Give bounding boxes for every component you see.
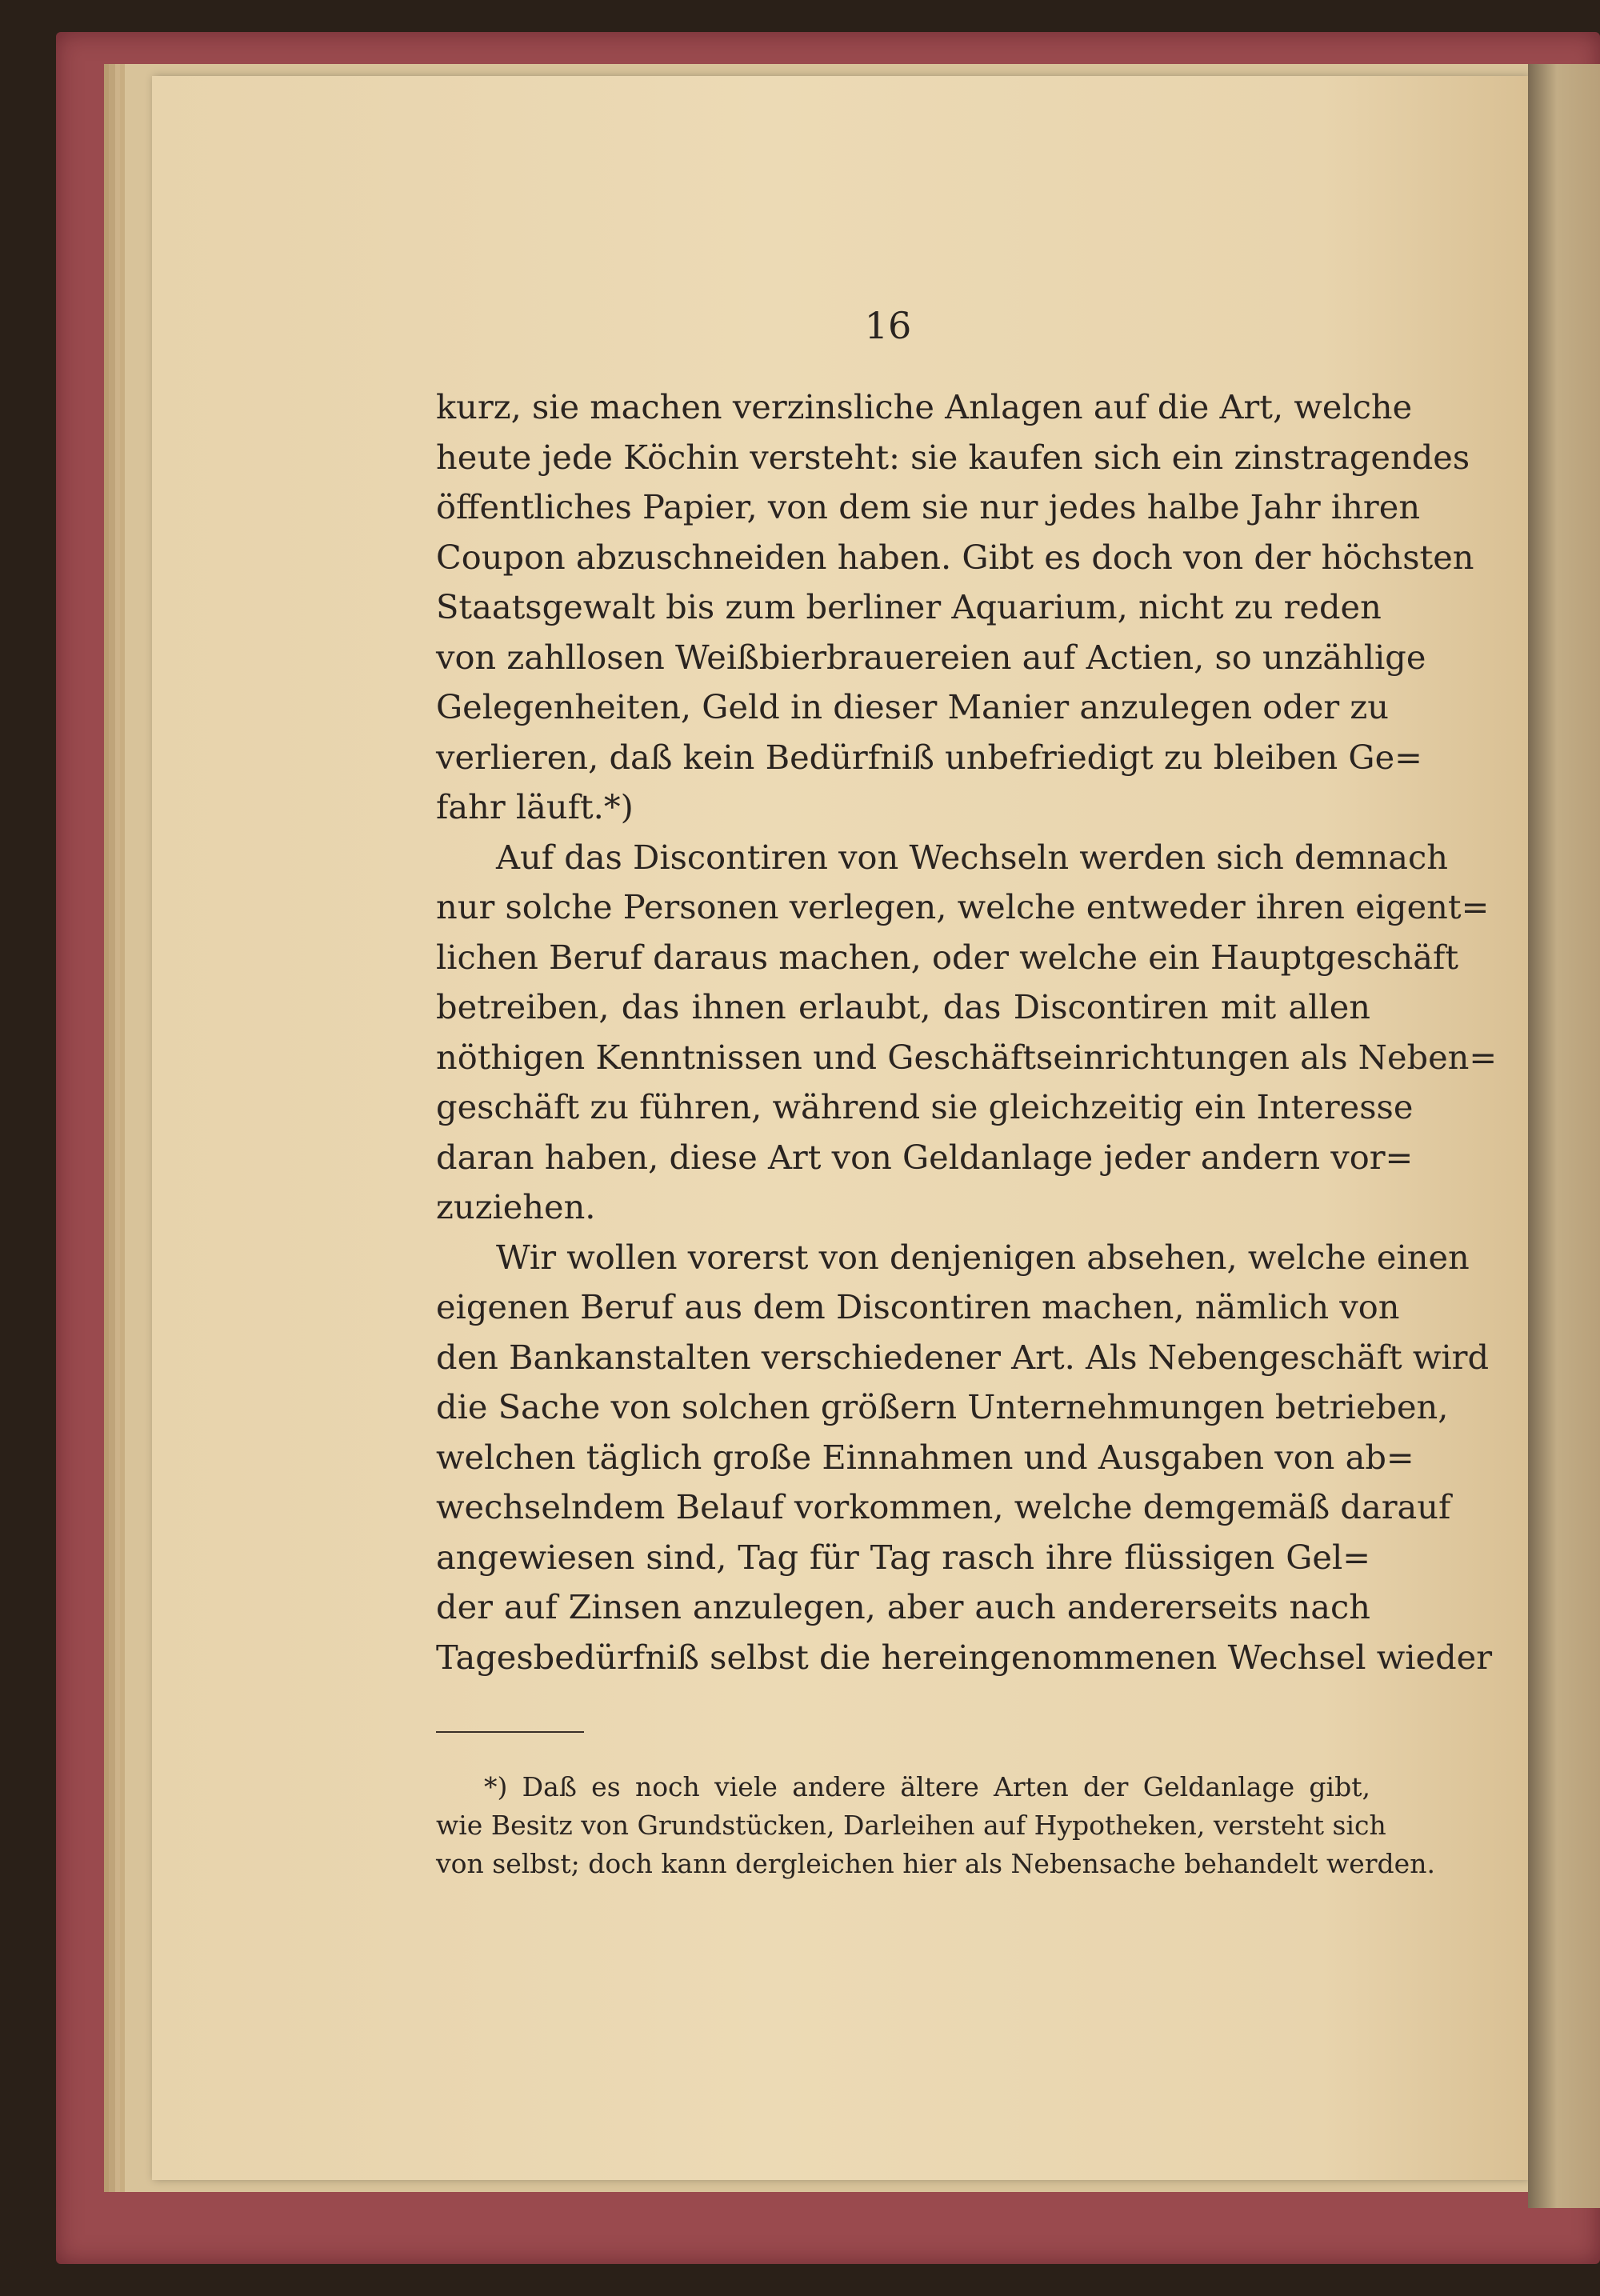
text-line: lichen Beruf daraus machen, oder welche ein Hauptgeschäft	[436, 937, 1459, 977]
text-line: Tagesbedürfniß selbst die hereingenommenen Wechsel wieder	[436, 1637, 1493, 1677]
text-line: betreiben, das ihnen erlaubt, das Discontiren mit allen	[436, 987, 1370, 1026]
page-number: 16	[864, 304, 912, 347]
text-line: Staatsgewalt bis zum berliner Aquarium, nicht zu reden	[436, 587, 1382, 626]
text-line: Wir wollen vorerst von denjenigen absehen, welche einen	[496, 1237, 1470, 1277]
text-line: heute jede Köchin versteht: sie kaufen sich ein zinstragendes	[436, 437, 1470, 477]
footnote-line: wie Besitz von Grundstücken, Darleihen auf Hypotheken, versteht sich	[436, 1810, 1386, 1841]
footnote-line: von selbst; doch kann dergleichen hier als Nebensache behandelt werden.	[436, 1848, 1435, 1879]
text-line: Auf das Discontiren von Wechseln werden sich demnach	[496, 837, 1448, 877]
text-line: öffentliches Papier, von dem sie nur jedes halbe Jahr ihren	[436, 487, 1421, 526]
text-line: verlieren, daß kein Bedürfniß unbefriedigt zu bleiben Ge=	[436, 737, 1422, 777]
text-line: von zahllosen Weißbierbrauereien auf Actien, so unzählige	[436, 637, 1426, 677]
text-line: nöthigen Kenntnissen und Geschäftseinrichtungen als Neben=	[436, 1037, 1498, 1077]
text-line: kurz, sie machen verzinsliche Anlagen auf die Art, welche	[436, 387, 1413, 426]
text-line: eigenen Beruf aus dem Discontiren machen, nämlich von	[436, 1287, 1400, 1326]
text-line: nur solche Personen verlegen, welche entweder ihren eigent=	[436, 887, 1490, 926]
footnote-line: *) Daß es noch viele andere ältere Arten der Geldanlage gibt,	[484, 1771, 1370, 1802]
text-line: Gelegenheiten, Geld in dieser Manier anzulegen oder zu	[436, 687, 1390, 726]
footnote-divider	[436, 1731, 584, 1733]
footnote	[436, 1768, 1435, 1883]
text-line: fahr läuft.*)	[436, 787, 634, 826]
text-line: welchen täglich große Einnahmen und Ausgaben von ab=	[436, 1437, 1414, 1477]
text-line: wechselndem Belauf vorkommen, welche demgemäß darauf	[436, 1487, 1451, 1526]
text-line: der auf Zinsen anzulegen, aber auch andererseits nach	[436, 1587, 1370, 1626]
body-text	[436, 382, 1498, 1682]
text-line: zuziehen.	[436, 1187, 596, 1226]
text-line: daran haben, diese Art von Geldanlage jeder andern vor=	[436, 1137, 1414, 1177]
text-line: die Sache von solchen größern Unternehmungen betrieben,	[436, 1387, 1449, 1426]
book-gutter	[1528, 64, 1600, 2208]
text-line: den Bankanstalten verschiedener Art. Als Nebengeschäft wird	[436, 1337, 1490, 1377]
text-line: geschäft zu führen, während sie gleichzeitig ein Interesse	[436, 1087, 1414, 1126]
text-line: angewiesen sind, Tag für Tag rasch ihre flüssigen Gel=	[436, 1537, 1370, 1577]
text-line: Coupon abzuschneiden haben. Gibt es doch von der höchsten	[436, 537, 1474, 577]
